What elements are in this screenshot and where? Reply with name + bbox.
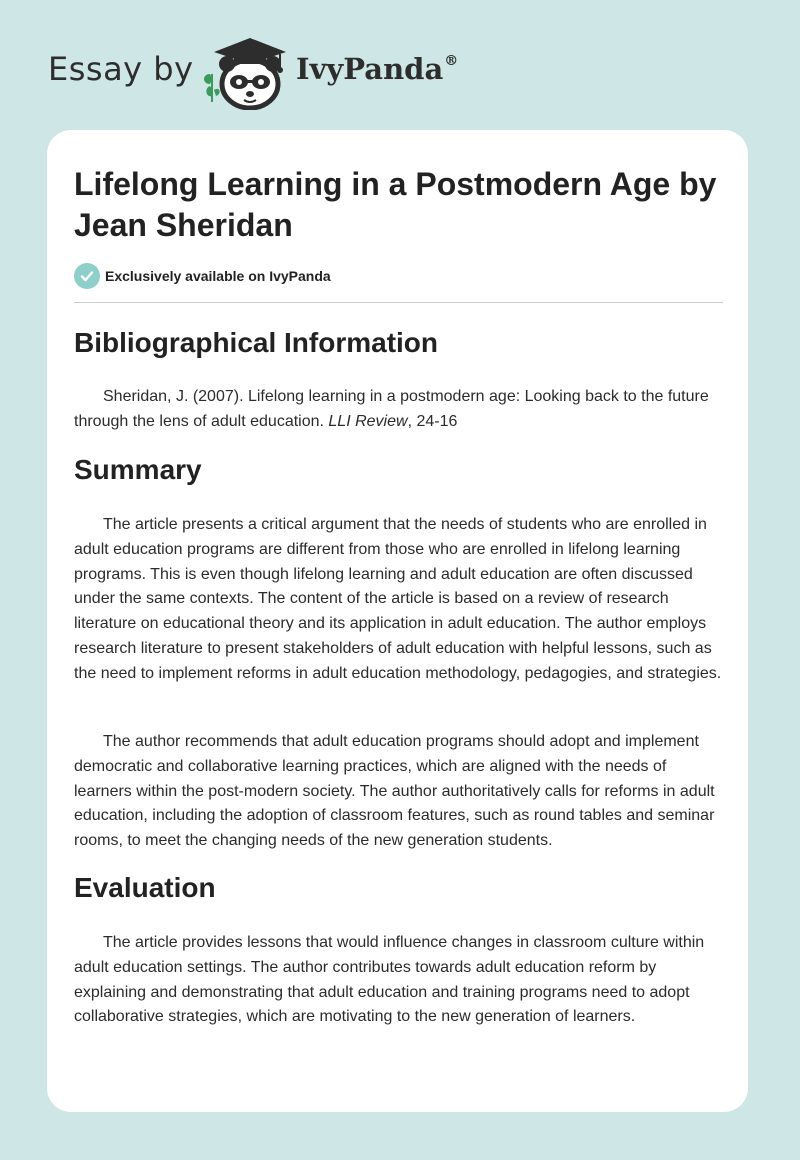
divider [74, 302, 723, 303]
exclusive-badge [74, 263, 331, 289]
brand-name: IvyPanda [296, 52, 444, 86]
citation-pages: , 24-16 [407, 412, 458, 430]
summary-paragraph-1: The article presents a critical argument that the needs of students who are enrolled in adult education programs are different from those who are enrolled in lifelong learning programs. This is even though lifelong learning and adult education are often discussed under the same contexts. The content of the article is based on a review of research literature on educational theory and its application in adult education. The author employs research literature to present stakeholders of adult education with helpful lessons, such as the need to implement reforms in adult education methodology, pedagogies, and strategies. [74, 516, 722, 682]
check-circle-icon [74, 263, 100, 289]
section-heading-evaluation: Evaluation [74, 872, 216, 903]
site-header [0, 0, 800, 130]
summary-paragraph-2: The author recommends that adult education programs should adopt and implement democratic and collaborative learning practices, which are aligned with the needs of learners within the post-modern society. The author authoritatively calls for reforms in adult education, including the adoption of classroom features, such as round tables and seminar rooms, to meet the changing needs of the new generation students. [74, 733, 715, 850]
section-heading-summary: Summary [74, 454, 202, 485]
essay-card [47, 130, 748, 1112]
panda-graduate-icon[interactable] [200, 34, 292, 110]
brand-logo-text[interactable] [296, 52, 458, 86]
badge-text: Exclusively available on IvyPanda [105, 268, 331, 284]
citation-journal: LLI Review [328, 412, 408, 430]
citation-paragraph [74, 385, 726, 435]
registered-mark: ® [444, 53, 459, 69]
section-heading-bibliography: Bibliographical Information [74, 327, 439, 358]
essay-by-label: Essay by [48, 50, 194, 88]
page-title: Lifelong Learning in a Postmodern Age by Jean Sheridan [74, 166, 717, 243]
citation-text: Sheridan, J. (2007). Lifelong learning in a postmodern age: Looking back to the future through the lens of adult education. [74, 388, 709, 430]
evaluation-paragraph: The article provides lessons that would influence changes in classroom culture within adult education settings. The author contributes towards adult education reform by explaining and demonstrating that adult education and training programs need to adopt collaborative strategies, which are motivating to the new generation of learners. [74, 934, 705, 1026]
